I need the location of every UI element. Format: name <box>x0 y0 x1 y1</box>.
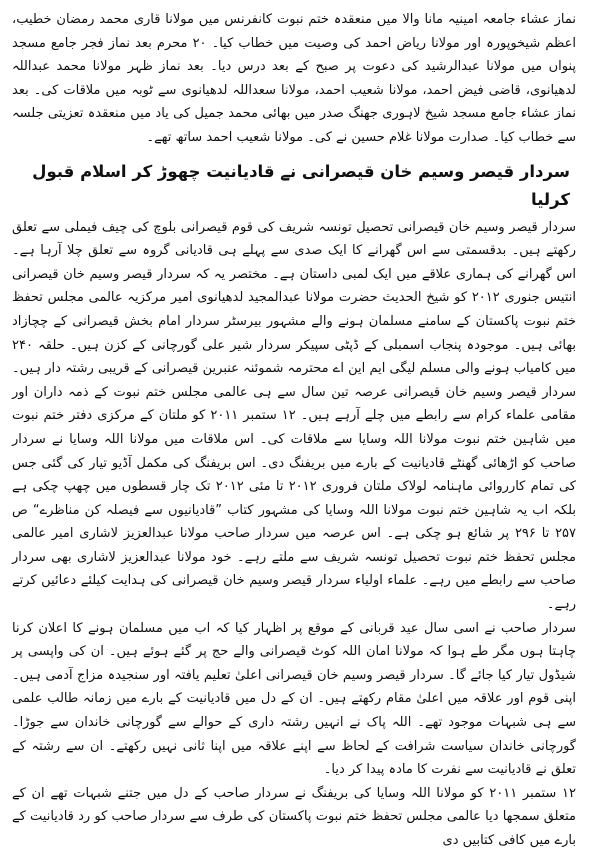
body-paragraph-3: ۱۲ ستمبر ۲۰۱۱ کو مولانا اللہ وسایا کی بریفنگ نے سردار صاحب کے دل میں جتنے شبہات تھے ان کے متعلق سمجھا دیا عالمی مجلس تحفظ ختم نبوت پاکستان کی طرف سے سردار صاحب کو رد قادیانیت کے بارے میں کافی کتابیں دی <box>12 785 576 848</box>
body-paragraph-1: سردار قیصر وسیم خان قیصرانی تحصیل تونسہ شریف کی قوم قیصرانی بلوچ کی چیف فیملی سے تعلق رکھتے ہیں۔ بدقسمتی سے اس گھرانے کا ایک صدی سے پہلے ہی قادیانی گروہ سے تعلق چلا آرہا ہے۔ اس گھرانے کی ہماری علاقے میں ایک لمبی داستان ہے۔ مختصر یہ کہ سردار قیصر وسیم خان قیصرانی انتیس جنوری ۲۰۱۲ کو شیخ الحدیث حضرت مولانا عبدالمجید لدھیانوی امیر مرکزیہ عالمی مجلس تحفظ ختم نبوت پاکستان کے سامنے مسلمان ہونے والے مشہور بیرسٹر سردار امام بخش قیصرانی کے چچازاد بھائی ہیں۔ موجودہ پنجاب اسمبلی کے ڈپٹی سپیکر سردار شیر علی گورچانی کے کزن ہیں۔ حلقہ ۲۴۰ میں کامیاب ہونے والی مسلم لیگی ایم این اے محترمہ شموئنہ عنبرین قیصرانی کے قریبی رشتہ دار ہیں۔ سردار قیصر وسیم خان قیصرانی عرصہ تین سال سے ہی عالمی مجلس ختم نبوت کے ذمہ داران اور مقامی علماء کرام سے رابطے میں چلے آرہے ہیں۔ ۱۲ ستمبر ۲۰۱۱ کو ملتان کے مرکزی دفتر ختم نبوت میں شاہین ختم نبوت مولانا اللہ وسایا سے ملاقات کی۔ اس ملاقات میں مولانا اللہ وسایا نے سردار صاحب کو اڑھائی گھنٹے قادیانیت کے بارے میں بریفنگ دی۔ اس بریفنگ کی مکمل آڈیو تیار کی گئی جس کی تمام کارروائی ماہنامہ لولاک ملتان فروری ۲۰۱۲ تا مئی ۲۰۱۲ تک چار قسطوں میں چھپ چکی ہے بلکہ اب یہ شاہین ختم نبوت مولانا اللہ وسایا کی مشہور کتاب ”قادیانیوں سے فیصلہ کن مناظرے“ ص ۲۵۷ تا ۲۹۶ پر شائع ہو چکی ہے۔ اس عرصہ میں سردار صاحب مولانا عبدالعزیز لاشاری امیر عالمی مجلس تحفظ ختم نبوت تحصیل تونسہ شریف سے ملتے رہے۔ خود مولانا عبدالعزیز لاشاری بھی سردار صاحب سے رابطے میں رہے۔ علماء اولیاء سردار قیصر وسیم خان قیصرانی کی ہدایت کیلئے دعائیں کرتے رہے۔ <box>12 219 577 613</box>
article-headline: سردار قیصر وسیم خان قیصرانی نے قادیانیت چھوڑ کر اسلام قبول کرلیا <box>32 161 570 209</box>
body-paragraph-2: سردار صاحب نے اسی سال عید قربانی کے موقع پر اظہار کیا کہ اب میں مسلمان ہونے کا اعلان کرنا چاہتا ہوں مگر طے ہوا کہ مولانا امان اللہ کوٹ قیصرانی والے حج پر گئے ہوئے ہیں۔ ان کی واپسی پر شیڈول تیار کیا جائے گا۔ سردار قیصر وسیم خان قیصرانی اعلیٰ تعلیم یافتہ اور سنجیدہ مزاج آدمی ہیں۔ اپنی قوم اور علاقہ میں اعلیٰ مقام رکھتے ہیں۔ ان کے دل میں قادیانیت کے بارے میں زمانہ طالب علمی سے ہی شبہات موجود تھے۔ اللہ پاک نے انہیں رشتہ داری کے حوالے سے گورچانی خاندان سے جوڑا۔ گورچانی خاندان سیاست شرافت کے لحاظ سے اپنے علاقہ میں اپنا ثانی نہیں رکھتے۔ ان سے رشتہ کے تعلق نے قادیانیت سے نفرت کا مادہ پیدا کر دیا۔ <box>12 620 576 778</box>
intro-paragraph: نماز عشاء جامعہ امینیہ مانا والا میں منعقدہ ختم نبوت کانفرنس میں مولانا قاری محمد رمضان خطیب، اعظم شیخوپورہ اور مولانا ریاض احمد کی وصیت میں خطاب کیا۔ ۲۰ محرم بعد نماز فجر جامع مسجد پنواں میں مولانا عبدالرشید کی دعوت پر صبح کے بعد درس دیا۔ بعد نماز ظہر مولانا محمد عبداللہ لدھیانوی، قاضی فیض احمد، مولانا شعیب احمد، مولانا سعداللہ لدھیانوی سے ٹوبہ میں ملاقات کی۔ بعد نماز عشاء جامع مسجد شیخ لاہوری جھنگ صدر میں بھائی محمد جمیل کی یاد میں منعقدہ تعزیتی جلسہ سے خطاب کیا۔ صدارت مولانا غلام حسین نے کی۔ مولانا شعیب احمد ساتھ تھے۔ <box>12 12 577 145</box>
